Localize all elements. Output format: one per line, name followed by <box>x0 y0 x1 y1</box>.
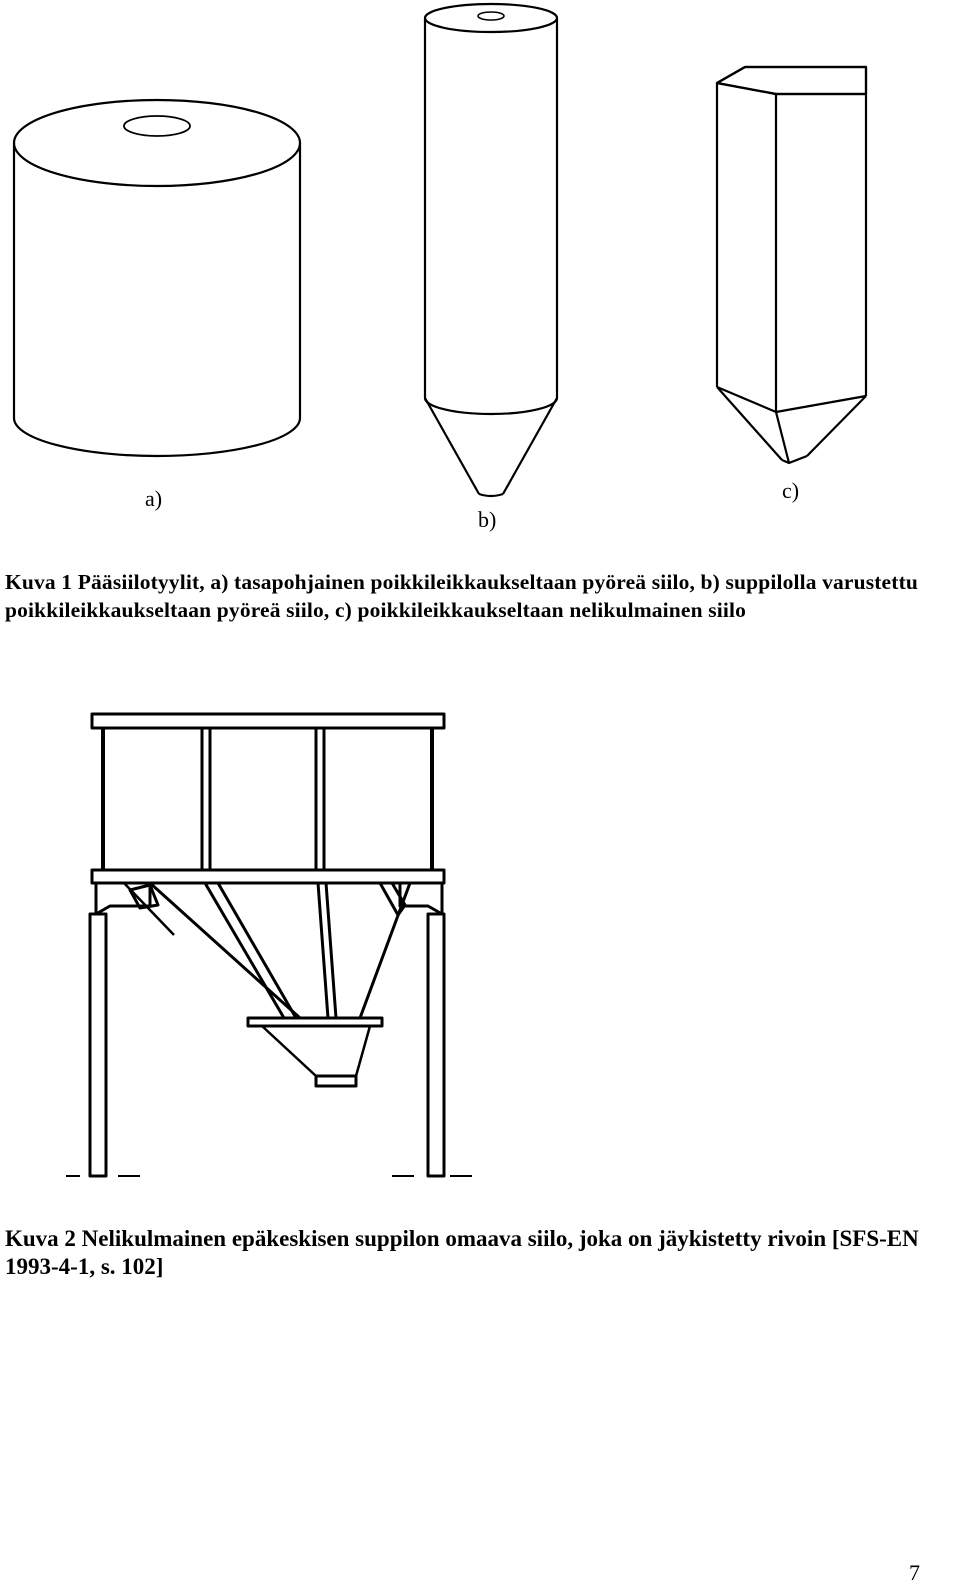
figure1-caption: Kuva 1 Pääsiilotyylit, a) tasapohjainen poikkileikkaukseltaan pyöreä siilo, b) suppilolla varustettu poikkileikkaukseltaan pyöreä siilo, c) poikkileikkaukseltaan nelikulmainen siilo <box>5 570 918 622</box>
label-a: a) <box>145 486 163 511</box>
figure-silo-types <box>0 0 960 545</box>
silo-c-drawing <box>717 67 866 463</box>
silo-b-drawing <box>425 4 557 496</box>
page-number: 7 <box>909 1560 920 1585</box>
label-c: c) <box>782 478 800 503</box>
figure2-caption: Kuva 2 Nelikulmainen epäkeskisen suppilon omaava siilo, joka on jäykistetty rivoin [SFS-EN 1993-4-1, s. 102] <box>5 1226 919 1279</box>
silo-a-drawing <box>14 100 300 456</box>
figure-eccentric-hopper-silo <box>0 700 960 1210</box>
label-b: b) <box>478 507 497 532</box>
